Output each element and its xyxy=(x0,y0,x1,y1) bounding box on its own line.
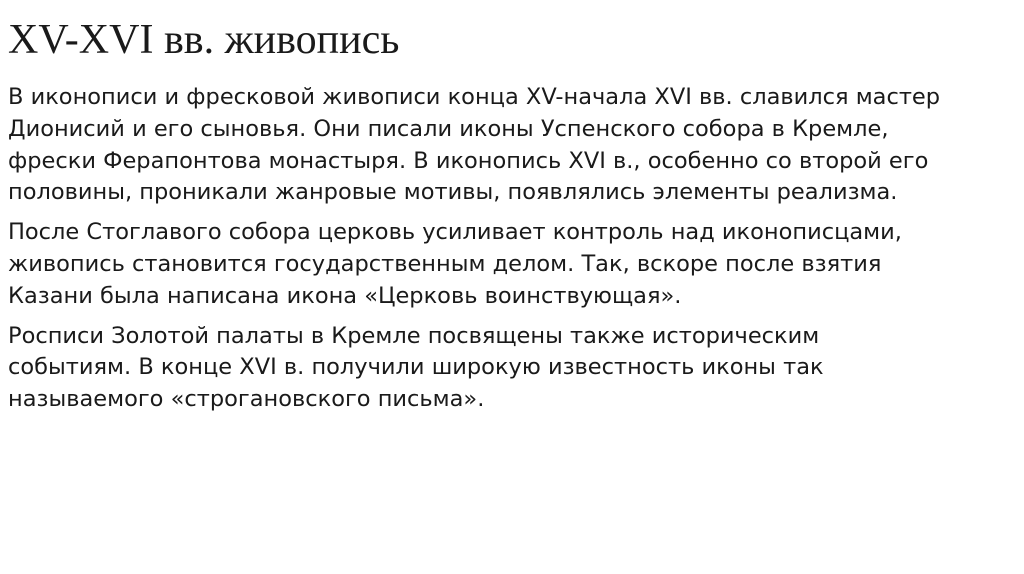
paragraph-dionysius: В иконописи и фресковой живописи конца XV-начала XVI вв. славился мастер Дионисий и его сыновья. Они писали иконы Успенского собора в Кремле, фрески Ферапонтова монастыря. В иконопись XVI в., особенно со второй его половины, проникали жанровые мотивы, появлялись элементы реализма. xyxy=(8,84,941,206)
paragraph-golden-chamber: Росписи Золотой палаты в Кремле посвящены также историческим событиям. В конце XVI в. получили широкую известность иконы так называемого «строгановского письма». xyxy=(8,322,824,413)
slide-body xyxy=(8,82,948,424)
slide-title: XV-XVI вв. живопись xyxy=(8,17,400,63)
paragraph-stoglav-council: После Стоглавого собора церковь усиливает контроль над иконописцами, живопись становится государственным делом. Так, вскоре после взятия Казани была написана икона «Церковь воинствующая». xyxy=(8,219,902,309)
